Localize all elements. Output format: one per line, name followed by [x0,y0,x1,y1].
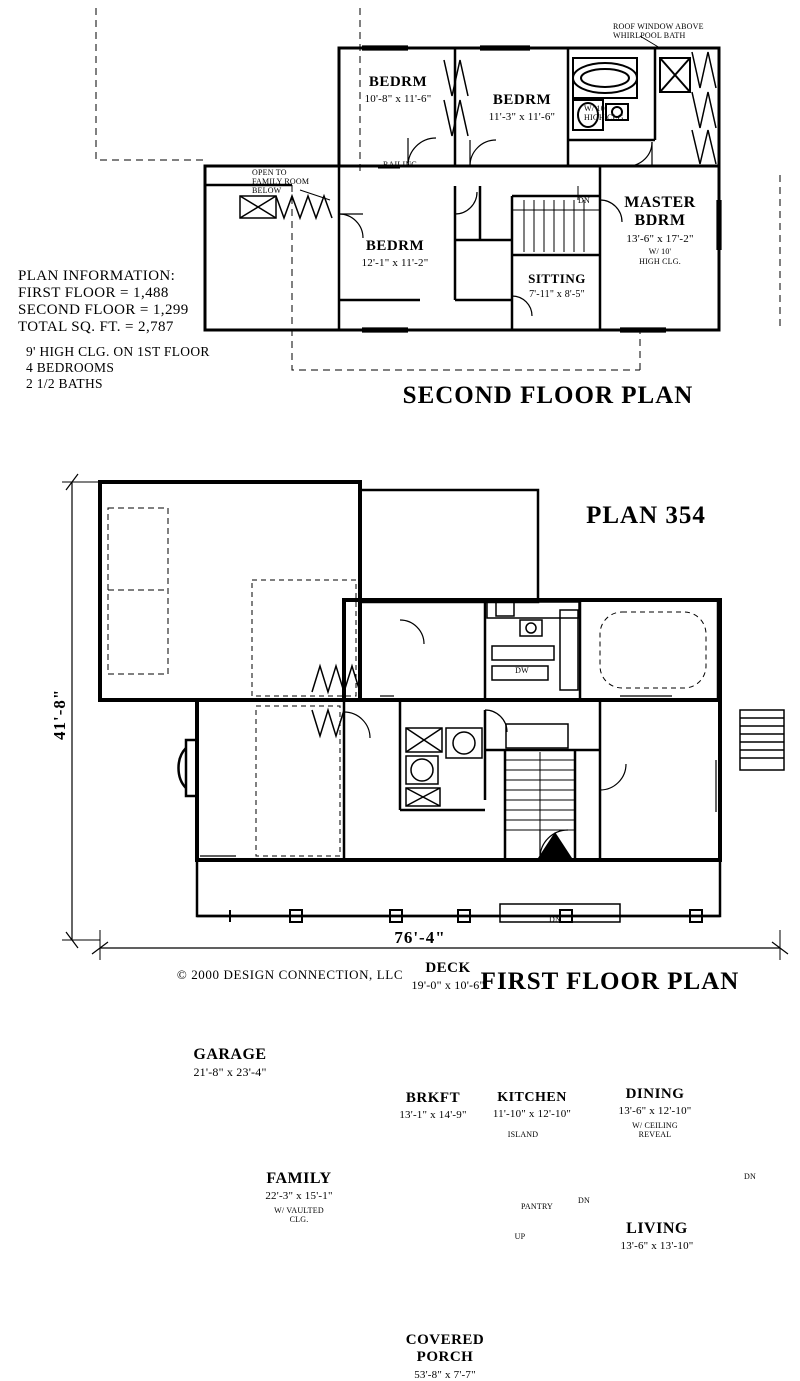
room-deck-name: DECK [388,960,508,977]
room-bedrm-3-dim: 12'-1" x 11'-2" [340,257,450,270]
room-bedrm-3 [340,238,450,270]
room-deck-dim: 19'-0" x 10'-6" [388,979,508,993]
pantry-label: PANTRY [508,1202,566,1211]
open-to-family-room-note [252,168,344,196]
room-kitchen-name: KITCHEN [480,1090,584,1106]
room-kitchen [480,1090,584,1121]
room-living-dim: 13'-6" x 13'-10" [602,1240,712,1253]
room-bedrm-2-dim: 11'-3" x 11'-6" [470,111,574,124]
room-master-dim: 13'-6" x 17'-2" [604,233,716,246]
roof-window-note-line1: ROOF WINDOW ABOVE [613,22,783,31]
room-master-name-line1: MASTER [604,194,716,212]
plan-info-total: TOTAL SQ. FT. = 2,787 [18,319,278,336]
room-bedrm-1 [346,74,450,106]
room-covered-porch [350,1332,540,1381]
room-sitting [512,272,602,300]
room-family-note-line1: W/ VAULTED [232,1206,366,1215]
first-floor-title: FIRST FLOOR PLAN [460,968,760,997]
second-floor-plan [0,0,800,470]
plan-note-baths: 2 1/2 BATHS [18,376,278,392]
bath-ceiling-note [584,104,644,122]
room-family [232,1170,366,1224]
room-bedrm-3-name: BEDRM [340,238,450,255]
room-master-name-line2: BDRM [604,212,716,230]
island-label: ISLAND [493,1130,553,1139]
roof-window-note-line2: WHIRLPOOL BATH [613,31,783,40]
dishwasher-label: DW [497,666,547,675]
railing-note: RAILING [383,160,443,169]
overall-width-dim: 76'-4" [360,928,480,948]
plan-info-second-floor: SECOND FLOOR = 1,299 [18,302,278,319]
room-dining-name: DINING [602,1086,708,1103]
plan-note-bedrooms: 4 BEDROOMS [18,360,278,376]
open-note-line2: FAMILY ROOM [252,177,344,186]
room-family-dim: 22'-3" x 15'-1" [232,1190,366,1203]
open-note-line1: OPEN TO [252,168,344,177]
room-brkft [378,1090,488,1122]
room-brkft-name: BRKFT [378,1090,488,1107]
roof-window-note [613,22,783,40]
room-kitchen-dim: 11'-10" x 12'-10" [480,1108,584,1121]
room-garage-dim: 21'-8" x 23'-4" [160,1066,300,1080]
room-porch-name-line1: COVERED [350,1332,540,1349]
dn-stair-label-porch: DN [540,915,570,924]
first-floor-plan [0,460,800,1022]
room-bedrm-1-name: BEDRM [346,74,450,91]
room-master-note-line1: W/ 10' [604,247,716,256]
room-family-note-line2: CLG. [232,1215,366,1224]
room-living [602,1220,712,1253]
room-dining-note-line1: W/ CEILING [602,1121,708,1130]
plan-note-ceiling: 9' HIGH CLG. ON 1ST FLOOR [18,344,278,360]
copyright-notice: © 2000 DESIGN CONNECTION, LLC [120,968,460,983]
room-sitting-dim: 7'-11" x 8'-5" [512,289,602,301]
plan-number: PLAN 354 [556,502,736,531]
dn-arrow-note-second: DN [572,196,596,205]
room-family-name: FAMILY [232,1170,366,1188]
room-bedrm-1-dim: 10'-8" x 11'-6" [346,93,450,106]
room-bedrm-2-name: BEDRM [470,92,574,109]
bath-note-line1: W/ 10' [584,104,644,113]
second-floor-title: SECOND FLOOR PLAN [378,382,718,411]
room-garage [160,1046,300,1080]
room-dining-dim: 13'-6" x 12'-10" [602,1105,708,1118]
room-porch-dim: 53'-8" x 7'-7" [350,1369,540,1381]
room-porch-name-line2: PORCH [350,1349,540,1366]
open-note-line3: BELOW [252,186,344,195]
room-master-bdrm [604,194,716,266]
dn-stair-label-kitchen: DN [572,1196,596,1205]
up-stair-label: UP [508,1232,532,1241]
plan-information-block [18,268,278,392]
room-sitting-name: SITTING [512,272,602,287]
room-master-note-line2: HIGH CLG. [604,257,716,266]
bath-note-line2: HIGH CLG. [584,113,644,122]
dn-stair-label-right: DN [738,1172,762,1181]
plan-info-heading: PLAN INFORMATION: [18,268,278,285]
room-dining-note-line2: REVEAL [602,1130,708,1139]
overall-height-dim: 41'-8" [50,689,70,740]
room-living-name: LIVING [602,1220,712,1238]
room-bedrm-2 [470,92,574,124]
room-garage-name: GARAGE [160,1046,300,1064]
room-brkft-dim: 13'-1" x 14'-9" [378,1109,488,1122]
plan-info-first-floor: FIRST FLOOR = 1,488 [18,285,278,302]
room-dining [602,1086,708,1139]
